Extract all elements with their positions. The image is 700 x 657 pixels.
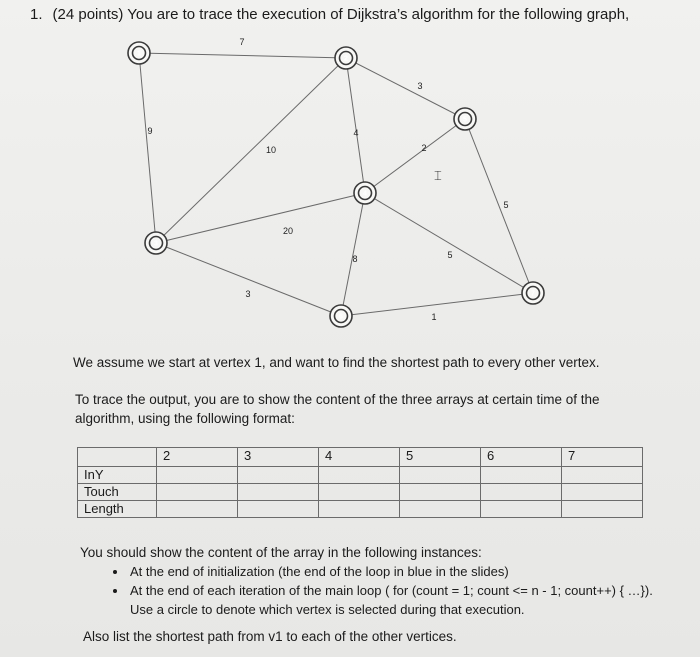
column-header: 2 [157,448,238,467]
format-table [77,447,643,518]
table-cell [238,484,319,501]
question-title: (24 points) You are to trace the execution of Dijkstra’s algorithm for the following graph, [52,6,630,23]
graph-edge-3-4 [156,190,367,243]
node-label: 6 [339,313,343,321]
edge-weight-2-3: 10 [265,145,277,155]
graph-node-7 [522,282,544,304]
table-cell [319,501,400,518]
list-item: • At the end of each iteration of the main loop ( for (count = 1; count <= n - 1; count++) { …}). Use a circle to denote which vertex is selected during that execution. [128,581,668,619]
table-cell [481,501,562,518]
graph-node-1 [128,42,150,64]
graph-edge-1-3 [137,50,156,243]
table-cell [562,501,643,518]
edge-weight-1-2: 7 [239,37,245,47]
graph-edge-5-7 [463,116,533,293]
graph-edge-3-6 [154,240,341,316]
node-label: 3 [154,240,158,248]
graph-node-5 [454,108,476,130]
table-row [78,484,643,501]
table-cell [319,484,400,501]
node-label: 2 [344,55,348,63]
row-label: InY [78,467,157,484]
edge-weight-3-6: 3 [245,289,251,299]
table-cell [400,484,481,501]
edge-weight-4-7: 5 [447,250,453,260]
edge-weight-4-6: 8 [352,254,358,264]
column-header: 5 [400,448,481,467]
column-header: 6 [481,448,562,467]
graph-edge-6-7 [341,290,535,316]
column-header: 4 [319,448,400,467]
table-cell [238,467,319,484]
node-label: 5 [463,116,467,124]
node-label: 4 [363,190,367,198]
edge-weight-2-4: 4 [353,128,359,138]
table-cell [157,467,238,484]
show-paragraph: You should show the content of the array in the following instances: [80,545,482,560]
table-row [78,467,643,484]
table-header-row [78,448,643,467]
column-header: 3 [238,448,319,467]
trace-paragraph: To trace the output, you are to show the content of the three arrays at certain time of the algorithm, using the following format: [75,392,600,426]
edge-weight-6-7: 1 [431,312,437,322]
graph-edge-2-5 [344,55,465,119]
edge-weight-2-5: 3 [417,81,423,91]
node-label: 7 [531,290,535,298]
table-cell [319,467,400,484]
column-header: 7 [562,448,643,467]
graph-node-4 [354,182,376,204]
table-cell [157,501,238,518]
also-paragraph: Also list the shortest path from v1 to each of the other vertices. [83,629,457,644]
list-item: • At the end of initialization (the end of the loop in blue in the slides) [128,562,668,581]
graph-node-6 [330,305,352,327]
edge-weight-5-7: 5 [503,200,509,210]
edge-weight-3-4: 20 [282,226,294,236]
node-label: 1 [137,50,141,58]
table-cell [157,484,238,501]
row-label: Touch [78,484,157,501]
graph-edge-2-4 [344,55,365,193]
table-corner-cell [78,448,157,467]
table-cell [562,467,643,484]
graph-edge-4-5 [365,116,467,193]
assume-paragraph: We assume we start at vertex 1, and want to find the shortest path to every other vertex. [73,355,600,370]
graph-node-3 [145,232,167,254]
graph-node-2 [335,47,357,69]
table-cell [400,501,481,518]
graph-edge-1-2 [137,50,346,58]
table-cell [481,467,562,484]
instance-list [110,562,668,619]
table-row [78,501,643,518]
edge-weight-1-3: 9 [147,126,153,136]
text-cursor-icon: ⌶ [434,168,442,183]
question-number: 1. [30,6,43,23]
graph-edge-2-3 [156,55,348,243]
table-cell [400,467,481,484]
table-cell [562,484,643,501]
edge-weight-4-5: 2 [421,143,427,153]
table-cell [238,501,319,518]
table-cell [481,484,562,501]
row-label: Length [78,501,157,518]
